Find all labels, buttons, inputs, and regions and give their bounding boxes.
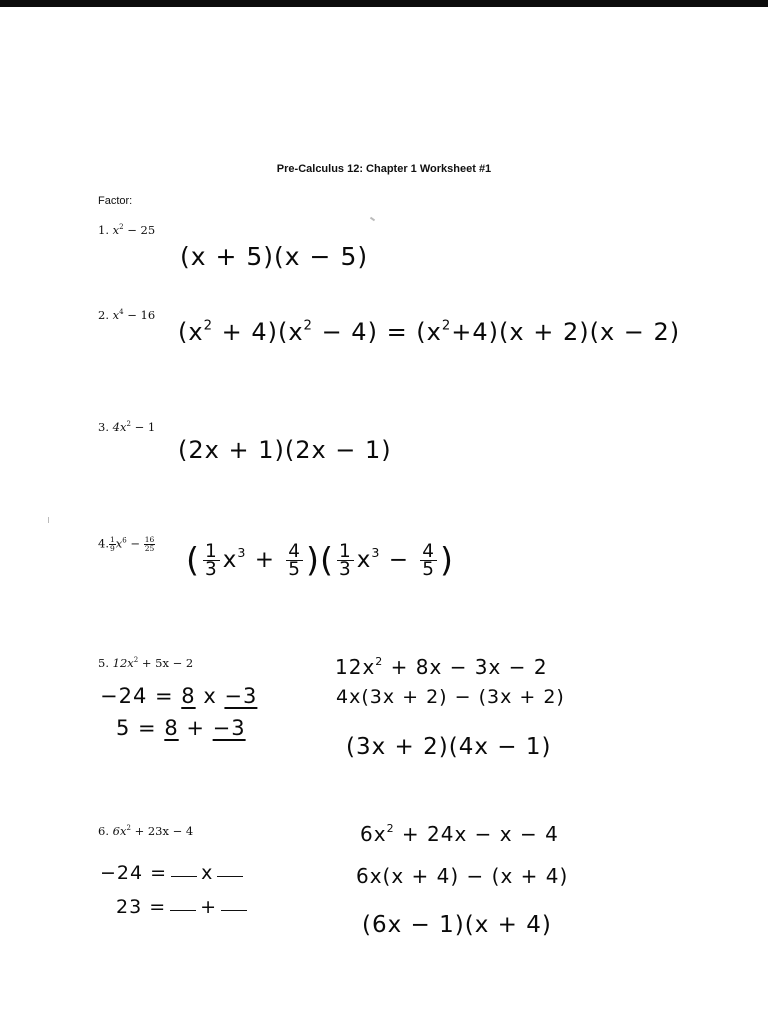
problem-6: 6. $6x^2 + 23x - 4$: [98, 824, 194, 838]
answer-6-step-2: 6x(x + 4) − (x + 4): [356, 864, 569, 888]
answer-5-sum-line: 5 = 8 + −3: [116, 716, 246, 740]
answer-4: ( $\frac{1}{3}$ $x^3$ + $\frac{4}{5}$ )( $\frac{1}{3}$ $x^3$ − $\frac{4}{5}$ ): [186, 540, 455, 580]
fraction: $\frac{16}{25}$: [144, 535, 155, 553]
answer-5-step-2: 4x(3x + 2) − (3x + 2): [336, 686, 565, 708]
answer-3: (2x + 1)(2x − 1): [178, 436, 392, 464]
worksheet-title: Pre-Calculus 12: Chapter 1 Worksheet #1: [276, 163, 492, 175]
answer-5-step-1: $12x^2 + 8x - 3x - 2$: [335, 655, 548, 679]
problem-2: 2. $x^4 - 16$: [98, 308, 156, 322]
answer-6-step-3: (6x − 1)(x + 4): [362, 912, 552, 938]
fraction: $\frac{1}{9}$: [109, 535, 115, 553]
answer-6-sum-line: 23 = +: [116, 896, 251, 918]
scan-speck: [370, 217, 375, 222]
blank-line: [171, 876, 197, 877]
problem-1: 1. $x^2 - 25$: [98, 223, 156, 237]
answer-6-step-1: $6x^2 + 24x - x - 4$: [360, 822, 559, 846]
problem-4: 4. $\frac{1}{9}$ $x^6$ − $\frac{16}{25}$: [98, 535, 155, 553]
scan-top-edge: [0, 0, 768, 7]
answer-6-product-line: −24 = x: [100, 862, 247, 884]
answer-2: $(x^2 + 4)(x^2 - 4) = (x^2+4)(x + 2)(x - 2)$: [178, 318, 681, 346]
blank-line: [221, 910, 247, 911]
blank-line: [217, 876, 243, 877]
problem-3: 3. $4x^2 - 1$: [98, 420, 156, 434]
answer-5-product-line: −24 = 8 x −3: [100, 684, 258, 708]
problem-5: 5. $12x^2 + 5x - 2$: [98, 656, 194, 670]
scan-speck: [48, 517, 49, 523]
instruction-label: Factor:: [98, 195, 133, 207]
answer-5-step-3: (3x + 2)(4x − 1): [346, 734, 552, 760]
answer-1: (x + 5)(x − 5): [180, 242, 369, 271]
blank-line: [170, 910, 196, 911]
